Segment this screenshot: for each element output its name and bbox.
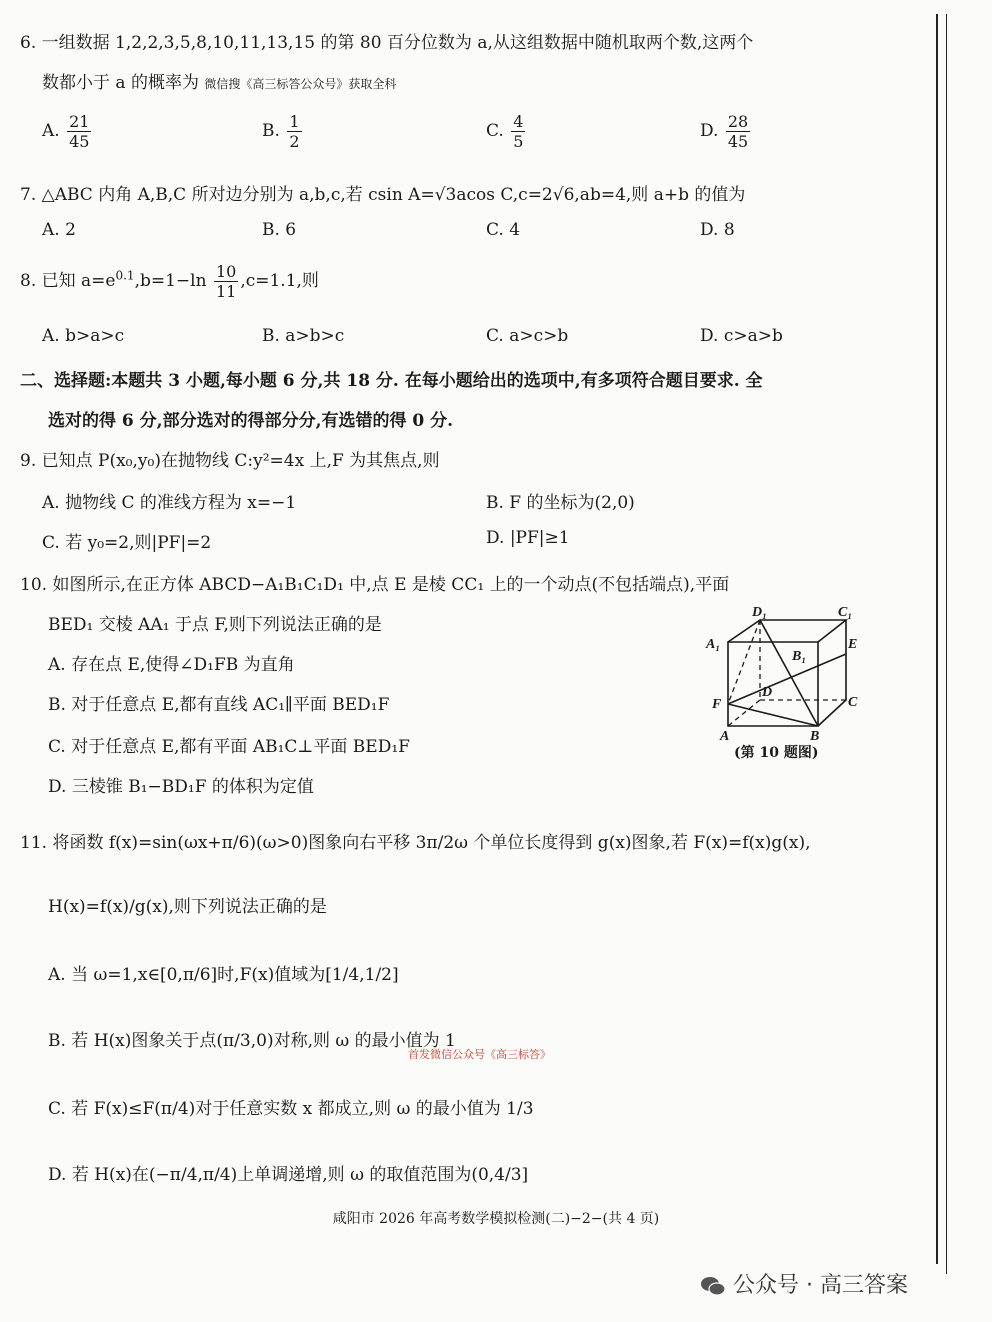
binding-line [946,14,947,1274]
q8-option-c: C. a>c>b [486,326,569,346]
plane-edge-fb [728,704,818,726]
q8-option-a: A. b>a>c [42,326,125,346]
q11-line1: 11. 将函数 f(x)=sin(ωx+π/6)(ω>0)图象向右平移 3π/2ω 个单位长度得到 g(x)图象,若 F(x)=f(x)g(x), [20,833,811,853]
q6-ad-text: 微信搜《高三标答公众号》获取全科 [204,77,397,91]
cube-top-edges [728,620,846,642]
q7-option-c: C. 4 [486,220,521,240]
label-f: F [712,697,722,712]
q8-stem [20,262,319,301]
q8-exponent: 0.1 [115,268,135,283]
cube-right-edges [818,620,846,726]
q6-a-den: 45 [69,132,90,151]
q8-option-b: B. a>b>c [262,326,345,346]
label-d1: D₁ [752,605,767,620]
watermark-text: 公众号 · 高三答案 [733,1273,908,1298]
label-b: B [810,729,820,744]
q6-d-num: 28 [727,112,749,131]
q6-b-num: 1 [289,112,300,131]
q6-c-den: 5 [513,132,524,151]
q6-a-fraction [67,112,91,151]
q7-option-b: B. 6 [262,220,297,240]
q8-option-d: D. c>a>b [700,326,783,346]
label-c: C [848,695,858,710]
label-d: D [762,685,773,700]
q7-option-d: D. 8 [700,220,735,240]
q9-option-b: B. F 的坐标为(2,0) [486,493,635,513]
watermark [700,1268,908,1299]
label-e: E [848,637,858,652]
q6-b-fraction [287,112,301,151]
q6-d-fraction [726,112,750,151]
q8-fraction [214,262,238,301]
q6-c-label: C. [486,121,504,141]
label-b1: B₁ [792,649,807,664]
q11-option-c: C. 若 F(x)≤F(π/4)对于任意实数 x 都成立,则 ω 的最小值为 1/3 [48,1099,534,1119]
page-footer: 咸阳市 2026 年高考数学模拟检测(二)−2−(共 4 页) [332,1211,660,1227]
q6-line2 [42,68,396,93]
q7-stem: 7. △ABC 内角 A,B,C 所对边分别为 a,b,c,若 csin A=√3acos C,c=2√6,ab=4,则 a+b 的值为 [20,185,746,205]
q9-option-d: D. |PF|≥1 [486,528,570,548]
section2-line2: 选对的得 6 分,部分选对的得部分分,有选错的得 0 分. [48,411,454,431]
q10-option-a: A. 存在点 E,使得∠D₁FB 为直角 [48,655,295,675]
q9-stem: 9. 已知点 P(x₀,y₀)在抛物线 C:y²=4x 上,F 为其焦点,则 [20,451,440,471]
q6-d-den: 45 [727,132,749,151]
q9-option-a: A. 抛物线 C 的准线方程为 x=−1 [42,493,297,513]
q11-line2: H(x)=f(x)/g(x),则下列说法正确的是 [48,897,327,917]
q6-option-b [262,112,304,151]
q8-stem-pre: 8. 已知 a=e [20,271,116,291]
q8-num: 10 [215,262,237,281]
q6-c-fraction [511,112,525,151]
q11-option-a: A. 当 ω=1,x∈[0,π/6]时,F(x)值域为[1/4,1/2] [48,965,399,985]
label-a: A [720,729,730,744]
q6-option-d [700,112,752,151]
q6-option-c [486,112,527,151]
hidden-edge-d1f [728,620,760,704]
q8-den: 11 [215,282,237,301]
q6-b-label: B. [262,121,280,141]
wechat-icon [700,1275,726,1297]
q6-line1: 6. 一组数据 1,2,2,3,5,8,10,11,13,15 的第 80 百分位数为 a,从这组数据中随机取两个数,这两个 [20,33,754,53]
q6-b-den: 2 [289,132,300,151]
label-a1: A₁ [706,637,721,652]
q9-option-c: C. 若 y₀=2,则|PF|=2 [42,533,212,553]
q11-note: 首发微信公众号《高三标答》 [408,1048,551,1061]
binding-line [936,14,938,1264]
q8-stem-mid: ,b=1−ln [134,271,207,291]
q6-a-num: 21 [69,112,90,131]
cube-figure [700,604,870,744]
q6-a-label: A. [42,121,60,141]
q10-line1: 10. 如图所示,在正方体 ABCD−A₁B₁C₁D₁ 中,点 E 是棱 CC₁ 上的一个动点(不包括端点),平面 [20,575,730,595]
q10-option-b: B. 对于任意点 E,都有直线 AC₁∥平面 BED₁F [48,695,390,715]
q7-option-a: A. 2 [42,220,76,240]
q10-figure-caption: (第 10 题图) [734,745,819,761]
diagonal-d1b [760,620,818,726]
plane-edge-fe [728,654,846,704]
q6-d-label: D. [700,121,719,141]
hidden-edge-da [728,700,760,726]
label-c1: C₁ [838,605,853,620]
q10-option-d: D. 三棱锥 B₁−BD₁F 的体积为定值 [48,777,314,797]
q11-option-d: D. 若 H(x)在(−π/4,π/4)上单调递增,则 ω 的取值范围为(0,4/3] [48,1165,529,1185]
q11-option-b: B. 若 H(x)图象关于点(π/3,0)对称,则 ω 的最小值为 1 [48,1031,456,1051]
q6-c-num: 4 [513,112,524,131]
q6-option-a [42,112,93,151]
q6-line2-text: 数都小于 a 的概率为 [42,73,199,93]
q10-option-c: C. 对于任意点 E,都有平面 AB₁C⊥平面 BED₁F [48,737,410,757]
q10-line2: BED₁ 交棱 AA₁ 于点 F,则下列说法正确的是 [48,615,382,635]
section2-line1: 二、选择题:本题共 3 小题,每小题 6 分,共 18 分. 在每小题给出的选项中,有多项符合题目要求. 全 [20,371,763,391]
q8-stem-post: ,c=1.1,则 [240,271,319,291]
